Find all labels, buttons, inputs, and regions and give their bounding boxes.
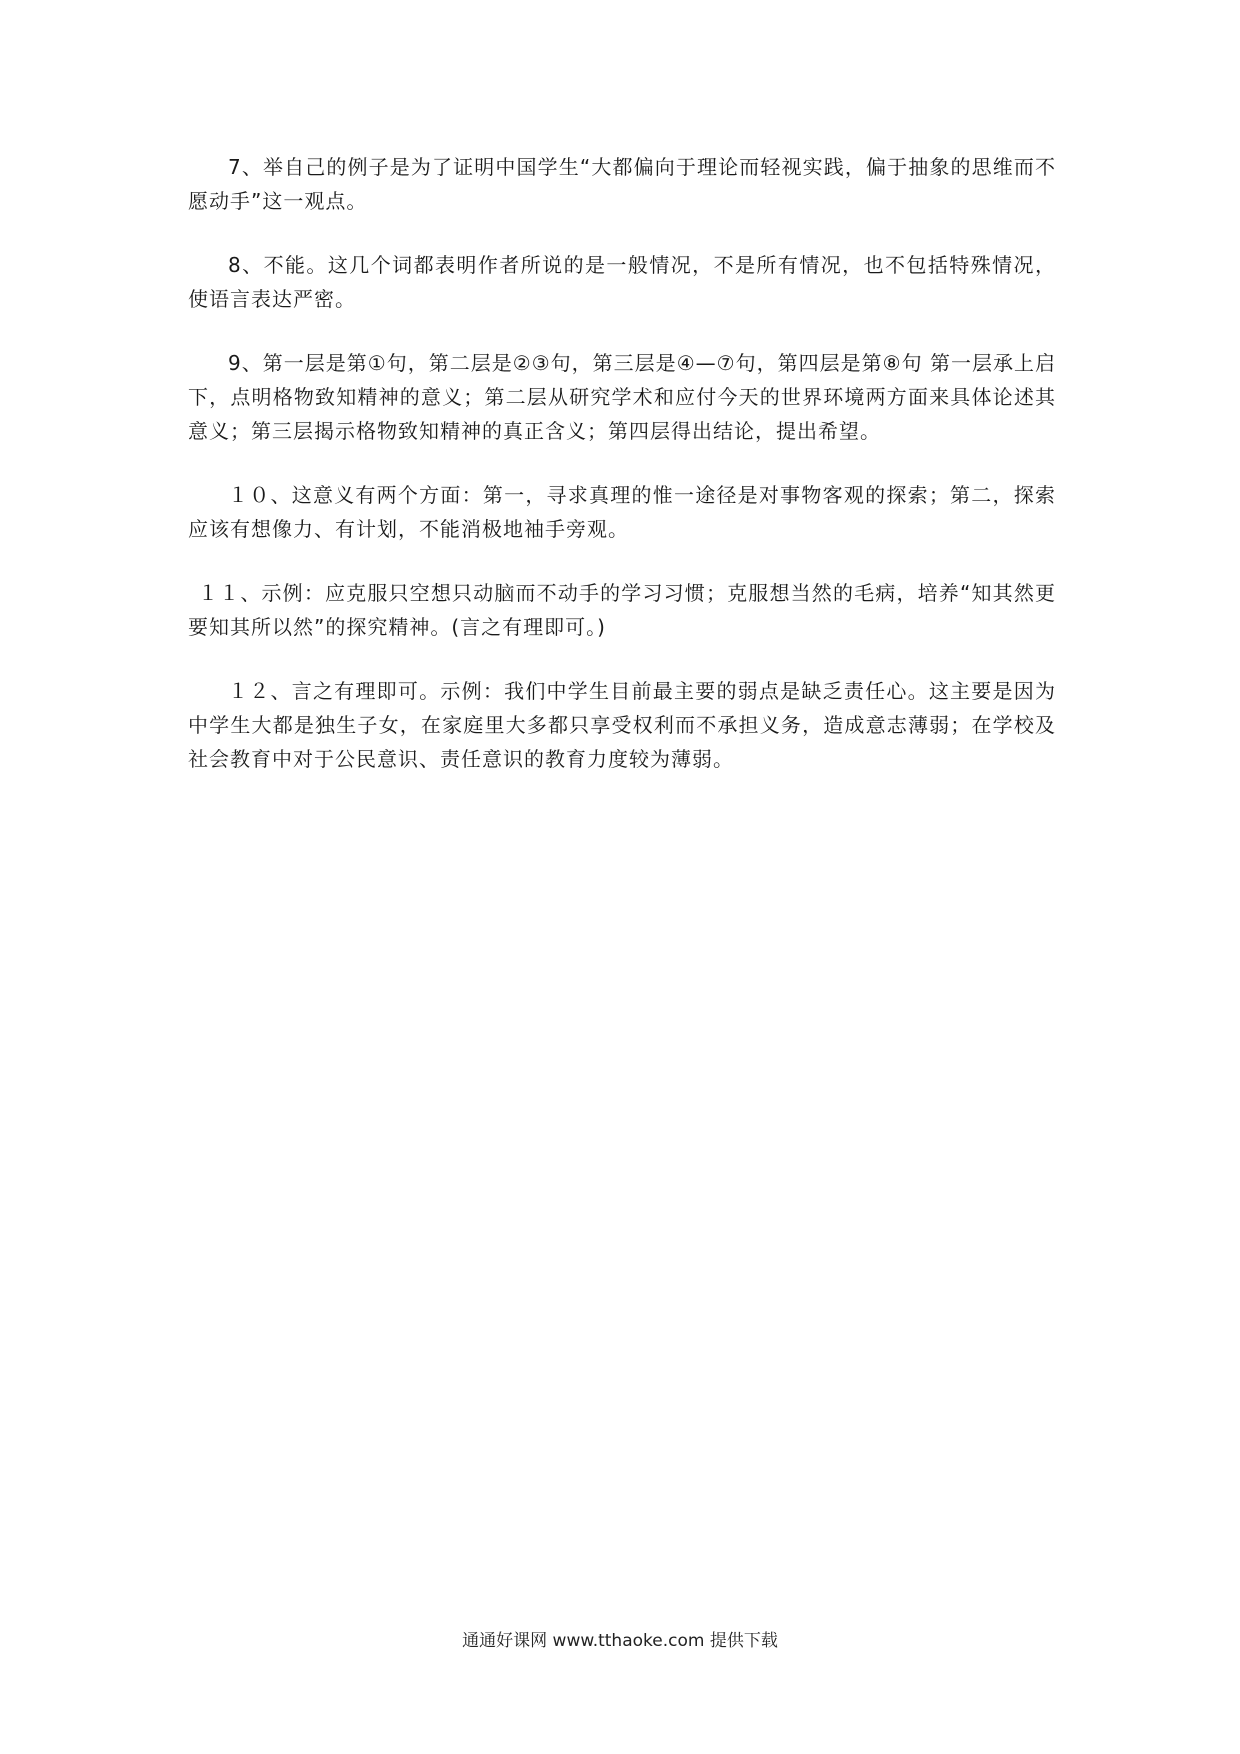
answer-list: [188, 150, 1056, 806]
answer-10: １０、这意义有两个方面：第一，寻求真理的惟一途径是对事物客观的探索；第二，探索应该有想像力、有计划，不能消极地袖手旁观。: [188, 483, 1056, 541]
answer-9: 9、第一层是第①句，第二层是②③句，第三层是④—⑦句，第四层是第⑧句 第一层承上启下，点明格物致知精神的意义；第二层从研究学术和应付今天的世界环境两方面来具体论述其意义；第三层揭示格物致知精神的真正含义；第四层得出结论，提出希望。: [188, 351, 1056, 443]
answer-8: 8、不能。这几个词都表明作者所说的是一般情况，不是所有情况，也不包括特殊情况，使语言表达严密。: [188, 253, 1056, 311]
page-footer: 通通好课网 www.tthaoke.com 提供下载: [462, 1631, 778, 1651]
answer-7: 7、举自己的例子是为了证明中国学生“大都偏向于理论而轻视实践，偏于抽象的思维而不愿动手”这一观点。: [188, 155, 1056, 213]
answer-11: １１、示例：应克服只空想只动脑而不动手的学习习惯；克服想当然的毛病，培养“知其然更要知其所以然”的探究精神。(言之有理即可。): [188, 581, 1056, 639]
answer-12: １２、言之有理即可。示例：我们中学生目前最主要的弱点是缺乏责任心。这主要是因为中学生大都是独生子女，在家庭里大多都只享受权利而不承担义务，造成意志薄弱；在学校及社会教育中对于公民意识、责任意识的教育力度较为薄弱。: [188, 679, 1056, 771]
